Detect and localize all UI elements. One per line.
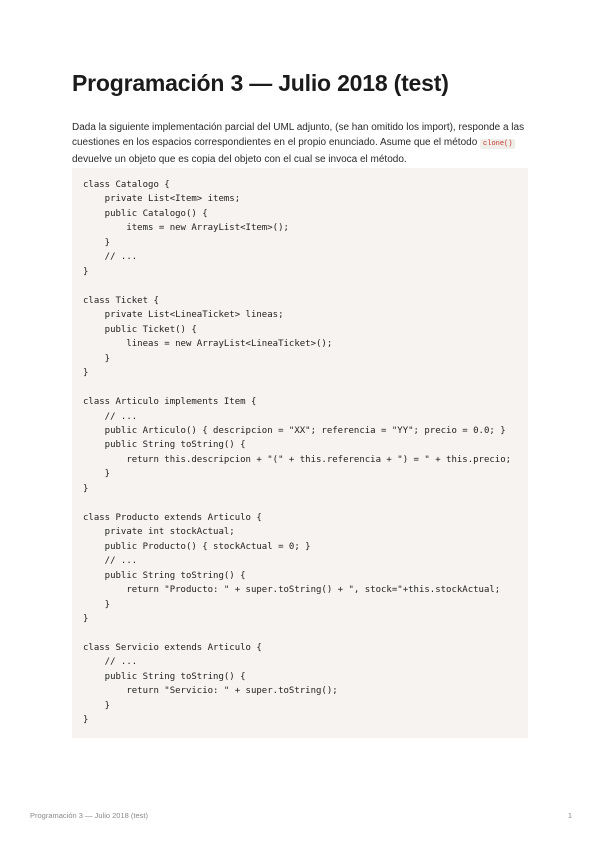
code-line: } [83,715,89,726]
code-line: private int stockActual; [83,527,235,538]
code-line: } [83,614,89,625]
code-line: return "Producto: " + super.toString() + ", stock="+this.stockActual; [83,585,501,596]
code-line: } [83,599,111,610]
code-line: } [83,700,111,711]
code-line: private List<Item> items; [83,194,241,205]
footer-page-number: 1 [567,811,572,820]
code-line: } [83,469,111,480]
code-line: public Articulo() { descripcion = "XX"; referencia = "YY"; precio = 0.0; } [83,425,506,436]
footer-title: Programación 3 — Julio 2018 (test) [30,811,148,820]
page-title: Programación 3 — Julio 2018 (test) [72,70,449,96]
code-line: public Catalogo() { [83,208,208,219]
code-line: // ... [83,252,138,263]
code-line: } [83,483,89,494]
code-block [72,168,528,738]
code-line [83,381,528,395]
code-line: public String toString() { [83,671,246,682]
code-line: } [83,237,111,248]
code-line: public String toString() { [83,440,246,451]
code-line: private List<LineaTicket> lineas; [83,310,284,321]
intro-text-after: devuelve un objeto que es copia del objeto con el cual se invoca el método. [72,154,407,165]
code-line: public Producto() { stockActual = 0; } [83,541,311,552]
code-line [83,627,528,641]
code-line: class Catalogo { [83,180,170,190]
intro-paragraph [72,120,532,167]
code-line: return "Servicio: " + super.toString(); [83,686,338,697]
code-line: } [83,266,89,277]
code-line: } [83,368,89,379]
inline-code-clone: clone() [480,139,515,149]
code-line: class Articulo implements Item { [83,397,257,408]
code-line: // ... [83,411,138,422]
code-line: items = new ArrayList<Item>(); [83,223,289,234]
code-line: return this.descripcion + "(" + this.referencia + ") = " + this.precio; [83,454,512,465]
code-line: lineas = new ArrayList<LineaTicket>(); [83,339,333,350]
code-line: public String toString() { [83,570,246,581]
code-line: public Ticket() { [83,324,197,335]
code-line [83,496,528,510]
code-line [83,279,528,293]
code-line: // ... [83,556,138,567]
code-line: // ... [83,657,138,668]
code-line: class Servicio extends Articulo { [83,643,262,653]
code-line: class Ticket { [83,295,159,306]
code-line: class Producto extends Articulo { [83,512,262,523]
intro-text-before: Dada la siguiente implementación parcial del UML adjunto, (se han omitido los import), responde a las cuestiones en los espacios correspondientes en el propio enunciado. Asume que el método [72,122,525,148]
code-line: } [83,353,111,364]
